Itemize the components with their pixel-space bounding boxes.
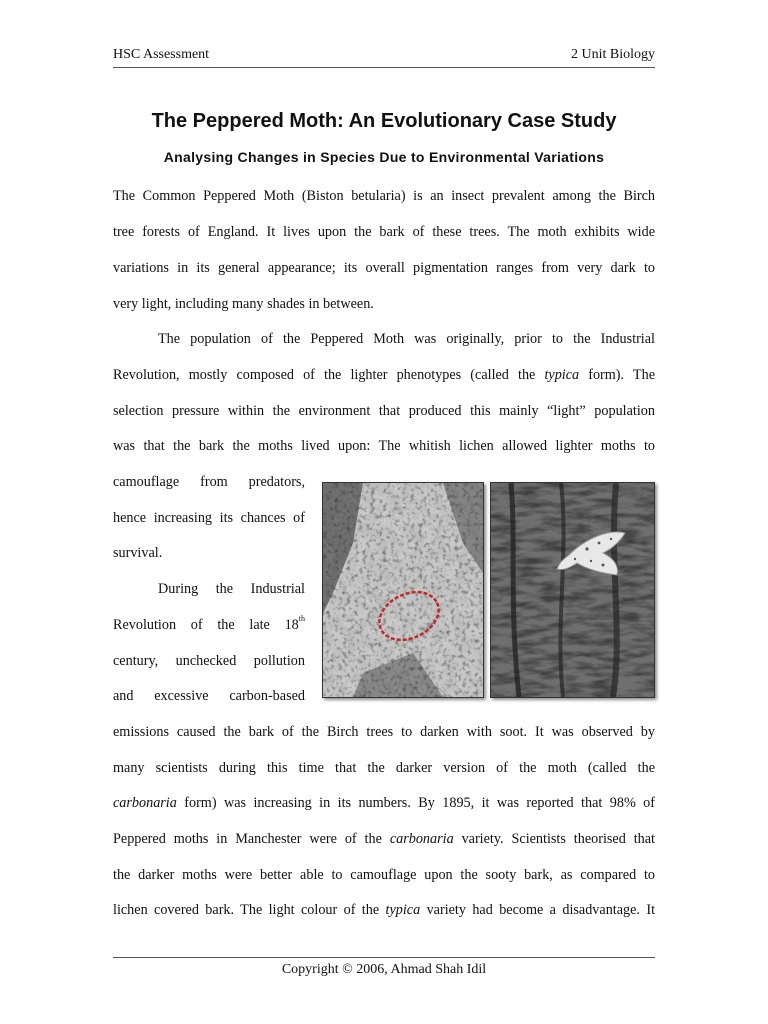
italic-term: carbonaria: [389, 831, 454, 847]
header-divider: [113, 67, 655, 68]
paragraph-line: lichen covered bark. The light colour of the typica variety had become a disadvantage. It: [113, 902, 656, 918]
footer-divider: [113, 957, 655, 958]
paragraph-line: camouflage from predators,: [113, 474, 305, 490]
paragraph-line: selection pressure within the environment that produced this mainly “light” population: [113, 403, 655, 419]
page-footer: Copyright © 2006, Ahmad Shah Idil: [281, 962, 487, 977]
paragraph-line: very light, including many shades in between.: [113, 296, 374, 312]
paragraph-line: carbonaria form) was increasing in its numbers. By 1895, it was reported that 98% of: [113, 795, 655, 811]
paragraph-line: variations in its general appearance; its overall pigmentation ranges from very dark to: [113, 260, 655, 276]
paragraph-line: many scientists during this time that the darker version of the moth (called the: [113, 760, 655, 776]
paragraph-line: hence increasing its chances of: [113, 510, 305, 526]
paragraph-line: The population of the Peppered Moth was originally, prior to the Industrial: [158, 331, 655, 347]
header-subject: 2 Unit Biology: [570, 47, 655, 62]
italic-term: typica: [544, 367, 580, 383]
italic-term: carbonaria: [113, 795, 177, 811]
paragraph-line: tree forests of England. It lives upon the bark of these trees. The moth exhibits wide: [113, 224, 655, 240]
paragraph-line: emissions caused the bark of the Birch trees to darken with soot. It was observed by: [113, 724, 655, 740]
paragraph-line: The Common Peppered Moth (Biston betularia) is an insect prevalent among the Birch: [113, 188, 655, 204]
paragraph-line: century, unchecked pollution: [113, 653, 305, 669]
document-subtitle: Analysing Changes in Species Due to Environmental Variations: [163, 149, 605, 165]
paragraph-line: During the Industrial: [158, 581, 305, 597]
page-header: [113, 45, 655, 65]
lichen-bark-moth-photo: [322, 482, 484, 698]
paragraph-line: Peppered moths in Manchester were of the carbonaria variety. Scientists theorised that: [113, 831, 655, 847]
italic-term: typica: [385, 902, 421, 918]
header-course: HSC Assessment: [113, 47, 210, 62]
document-title: The Peppered Moth: An Evolutionary Case Study: [151, 110, 617, 132]
paragraph-line: the darker moths were better able to camouflage upon the sooty bark, as compared to: [113, 867, 655, 883]
paragraph-line: Revolution of the late 18th: [113, 614, 305, 633]
paragraph-line: was that the bark the moths lived upon: The whitish lichen allowed lighter moths to: [113, 438, 655, 454]
paragraph-line: and excessive carbon-based: [113, 688, 305, 704]
paragraph-line: survival.: [113, 545, 163, 561]
paragraph-line: Revolution, mostly composed of the lighter phenotypes (called the typica form). The: [113, 367, 655, 383]
dark-bark-moth-photo: [490, 482, 655, 698]
